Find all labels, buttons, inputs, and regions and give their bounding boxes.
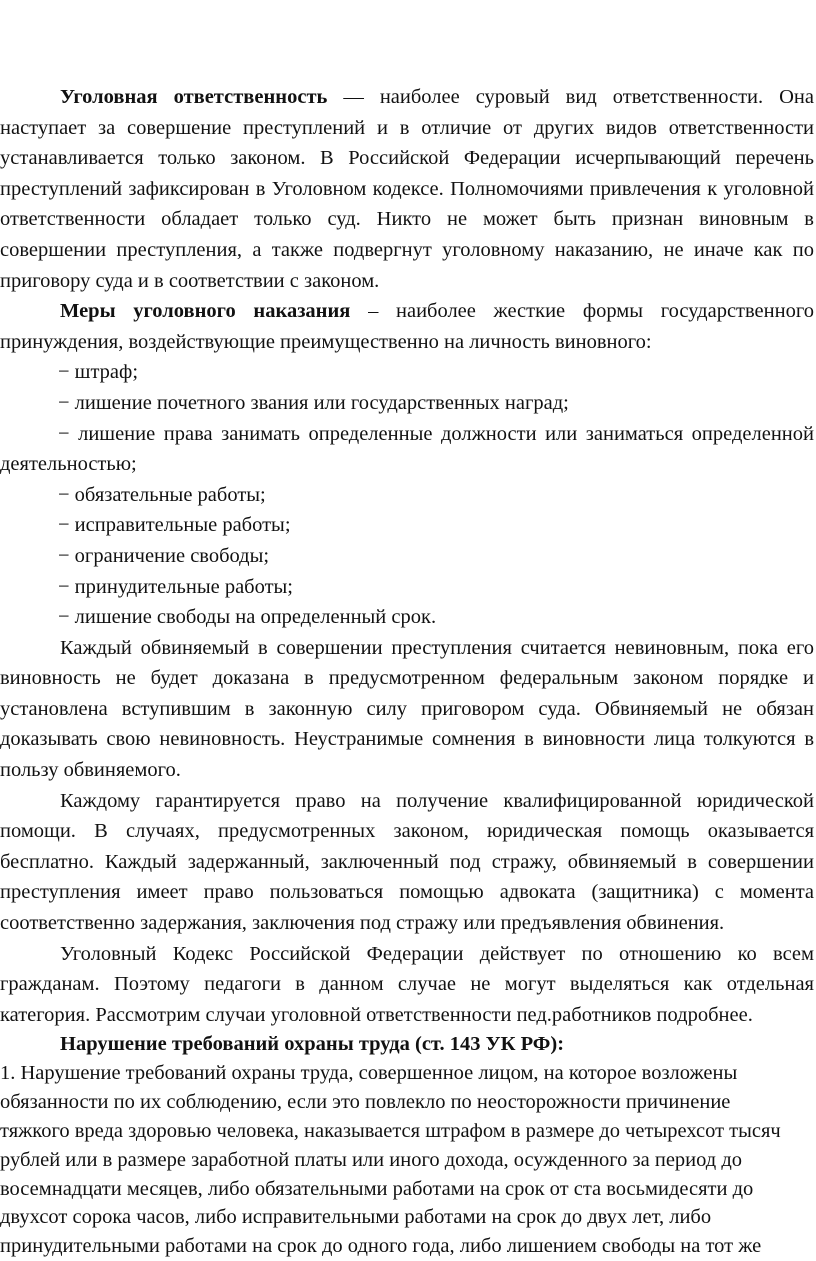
list-item: − лишение права занимать определенные должности или заниматься определенной деятельностью;: [0, 422, 814, 476]
article-143-text: 1. Нарушение требований охраны труда, совершенное лицом, на которое возложены обязанности по их соблюдению, если это повлекло по неосторожности причинение тяжкого вреда здоровью человека, наказывается штрафом в размере до четырехсот тысяч рублей или в размере заработной платы или иного дохода, осужденного за период до восемнадцати месяцев, либо обязательными работами на срок от ста восьмидесяти до двухсот сорока часов, либо исправительными работами на срок до двух лет, либо принудительными работами на срок до одного года, либо лишением свободы на тот же: [0, 1062, 781, 1258]
list-item: − ограничение свободы;: [58, 544, 270, 567]
list-item: − обязательные работы;: [58, 483, 266, 506]
paragraph-criminal-liability-text: — наиболее суровый вид ответственности. Она наступает за совершение преступлений и в отличие от других видов ответственности устанавливается только законом. В Российской Федерации исчерпывающий перечень преступлений зафиксирован в Уголовном кодексе. Полномочиями привлечения к уголовной ответственности обладает только суд. Никто не может быть признан виновным в совершении преступления, а также подвергнут уголовному наказанию, не иначе как по приговору суда и в соответствии с законом.: [0, 86, 814, 292]
paragraph-presumption-of-innocence: Каждый обвиняемый в совершении преступления считается невиновным, пока его виновность не будет доказана в предусмотренном федеральным законом порядке и установлена вступившим в законную силу приговором суда. Обвиняемый не обязан доказывать свою невиновность. Неустранимые сомнения в виновности лица толкуются в пользу обвиняемого.: [0, 636, 814, 782]
paragraph-punishment-measures: [0, 296, 814, 357]
section-heading-labor-safety: Нарушение требований охраны труда (ст. 143 УК РФ):: [60, 1033, 565, 1056]
list-item: − лишение почетного звания или государственных наград;: [58, 391, 569, 414]
paragraph-punishment-measures-text: – наиболее жесткие формы государственного принуждения, воздействующие преимущественно на личность виновного:: [0, 300, 814, 353]
punishment-list: [0, 357, 814, 632]
list-item: − исправительные работы;: [58, 514, 291, 537]
list-item: − лишение свободы на определенный срок.: [58, 606, 437, 629]
list-item: − штраф;: [58, 361, 139, 384]
list-item: − принудительные работы;: [58, 575, 293, 598]
paragraph-criminal-liability: [0, 82, 814, 296]
term-criminal-liability: Уголовная ответственность: [60, 86, 328, 108]
paragraph-legal-aid: Каждому гарантируется право на получение квалифицированной юридической помощи. В случаях, предусмотренных законом, юридическая помощь оказывается бесплатно. Каждый задержанный, заключенный под стражу, обвиняемый в совершении преступления имеет право пользоваться помощью адвоката (защитника) с момента соответственно задержания, заключения под стражу или предъявления обвинения.: [0, 789, 814, 935]
paragraph-criminal-code-scope: Уголовный Кодекс Российской Федерации действует по отношению ко всем гражданам. Поэтому педагоги в данном случае не могут выделяться как отдельная категория. Рассмотрим случаи уголовной ответственности пед.работников подробнее.: [0, 942, 814, 1026]
term-punishment-measures: Меры уголовного наказания: [60, 300, 351, 323]
